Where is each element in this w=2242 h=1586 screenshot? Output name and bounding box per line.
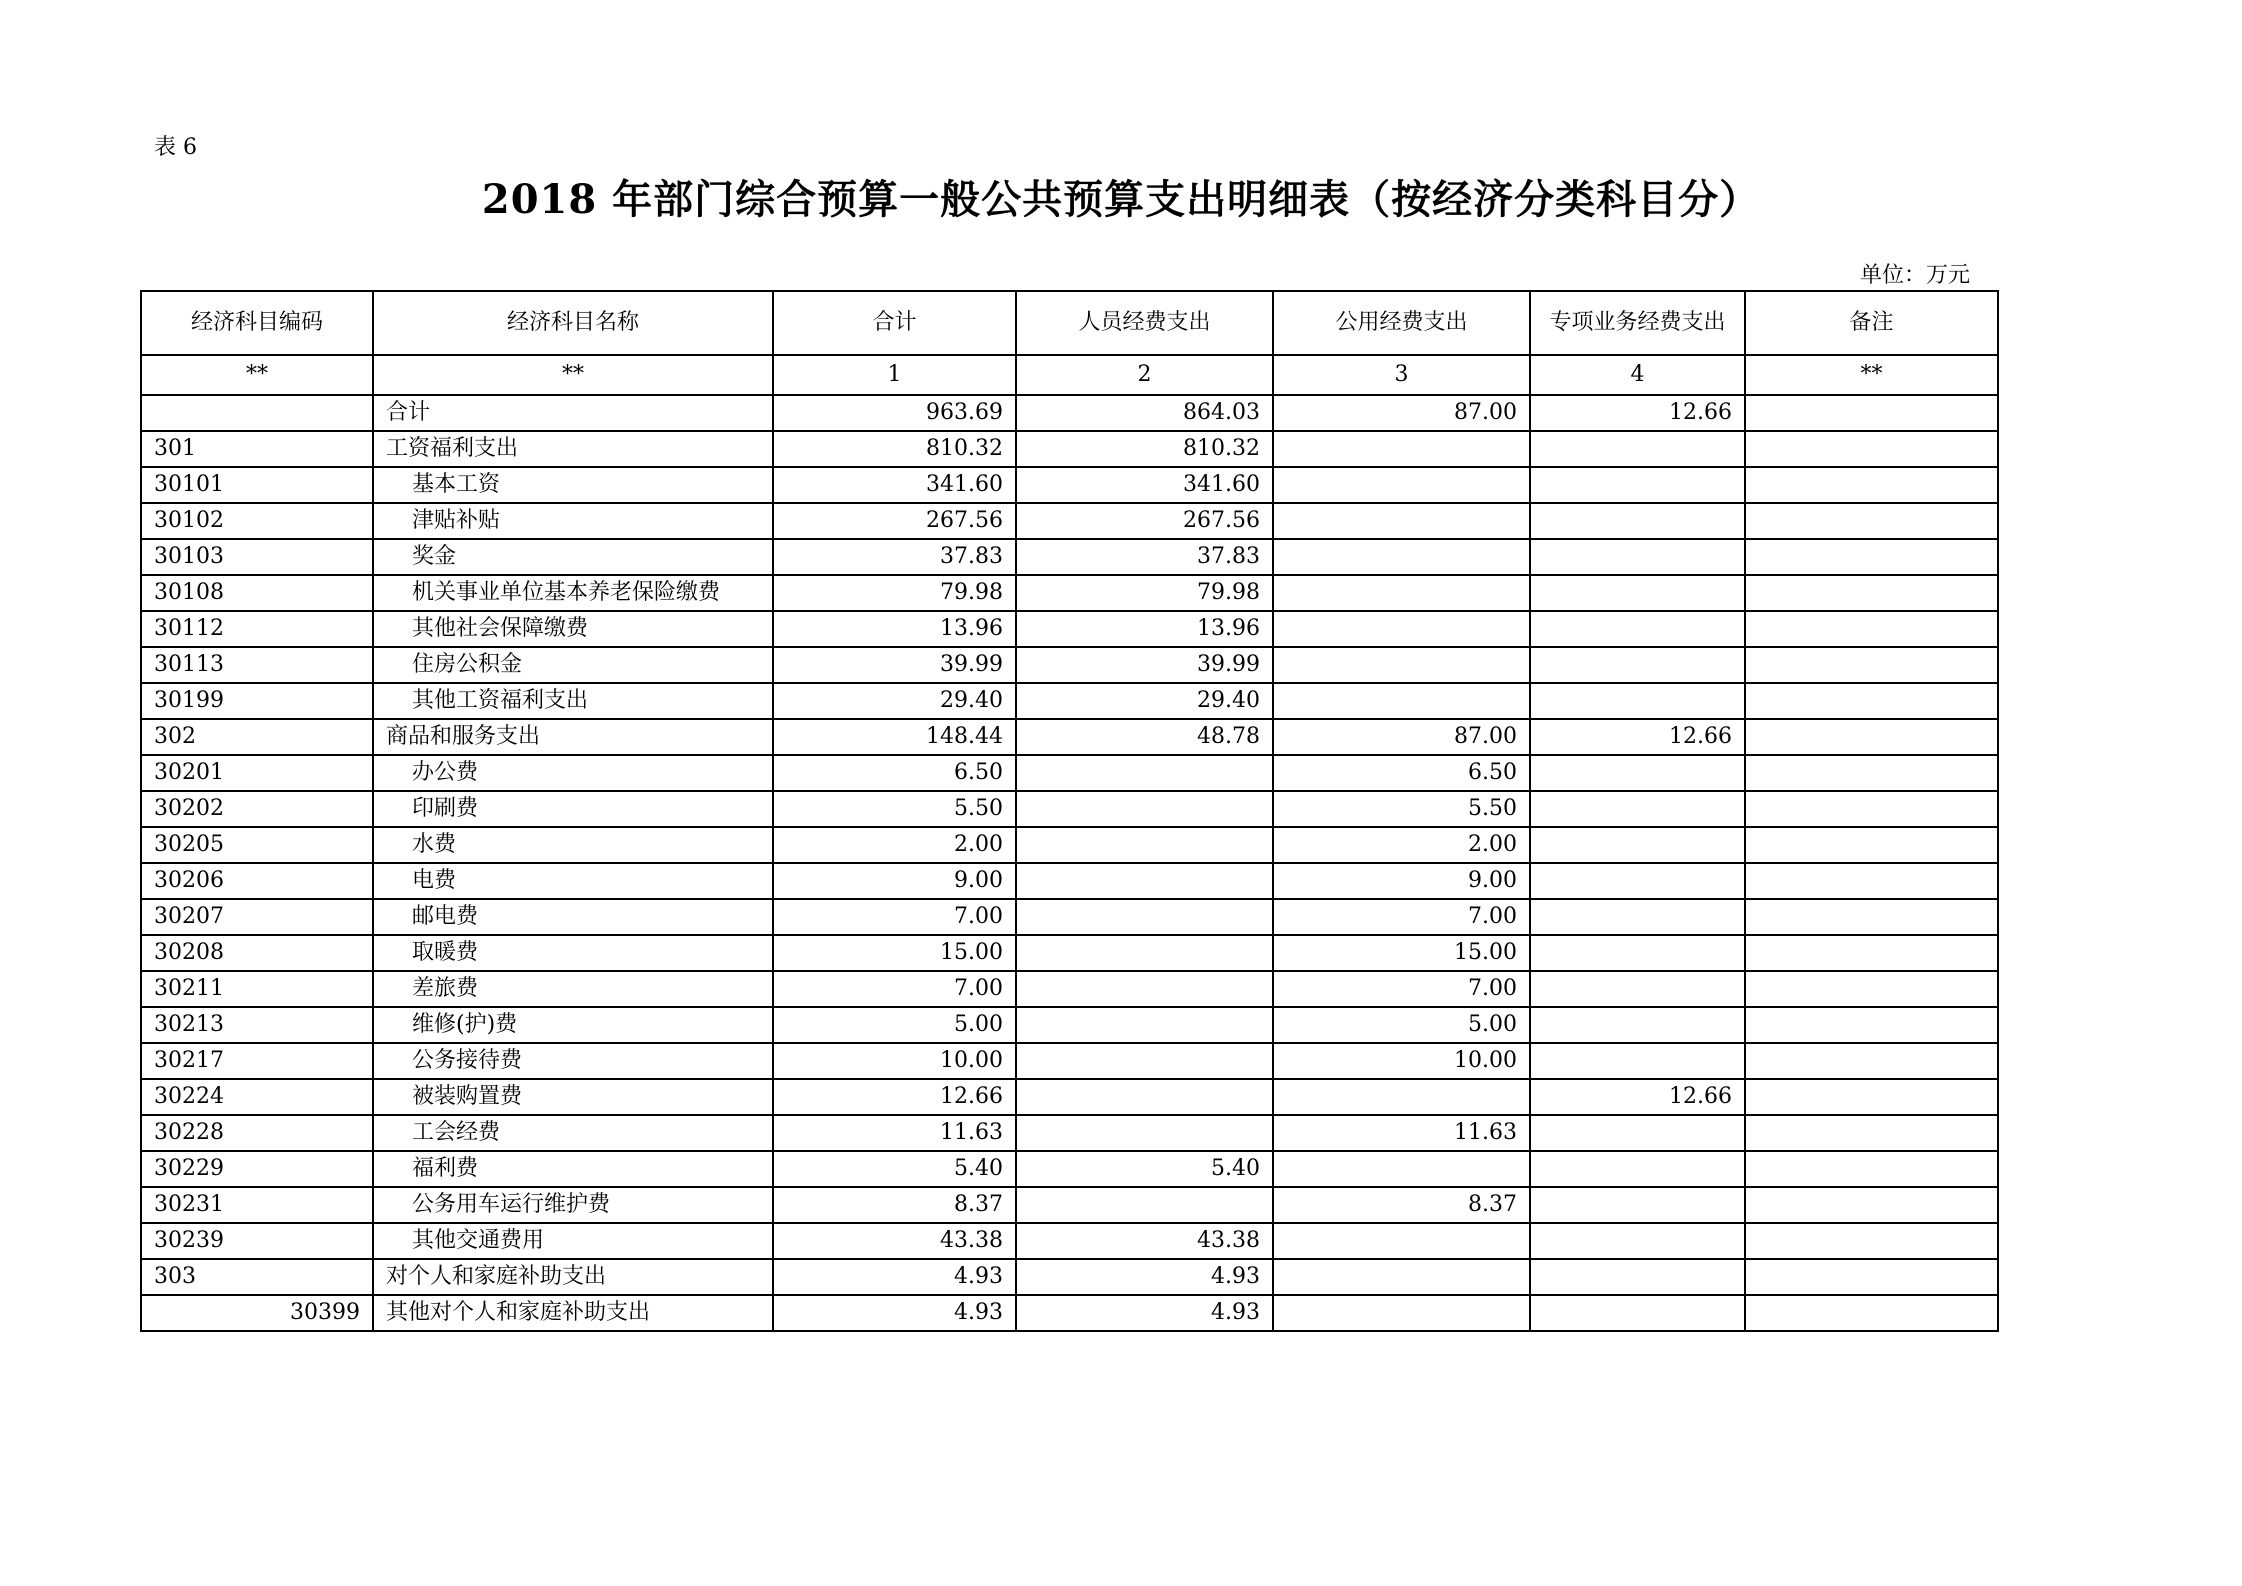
page-title: 2018 年部门综合预算一般公共预算支出明细表（按经济分类科目分） — [481, 176, 1761, 223]
cell-personnel: 43.38 — [1016, 1223, 1273, 1259]
table-row — [141, 755, 1998, 791]
cell-note — [1745, 539, 1998, 575]
cell-total: 148.44 — [773, 719, 1016, 755]
cell-name: 电费 — [373, 863, 773, 899]
cell-note — [1745, 395, 1998, 431]
cell-code: 302 — [141, 719, 373, 755]
cell-code: 30206 — [141, 863, 373, 899]
cell-public — [1273, 1079, 1530, 1115]
cell-public: 15.00 — [1273, 935, 1530, 971]
cell-total: 11.63 — [773, 1115, 1016, 1151]
cell-name: 差旅费 — [373, 971, 773, 1007]
cell-public: 5.00 — [1273, 1007, 1530, 1043]
cell-note — [1745, 575, 1998, 611]
cell-personnel: 341.60 — [1016, 467, 1273, 503]
header-cell-name: 经济科目名称 — [373, 291, 773, 355]
cell-code: 30231 — [141, 1187, 373, 1223]
cell-total: 7.00 — [773, 971, 1016, 1007]
cell-public — [1273, 1223, 1530, 1259]
cell-special — [1530, 503, 1745, 539]
cell-public — [1273, 1295, 1530, 1331]
cell-special: 12.66 — [1530, 719, 1745, 755]
cell-public — [1273, 467, 1530, 503]
table-row — [141, 395, 1998, 431]
cell-code: 30207 — [141, 899, 373, 935]
cell-special: 12.66 — [1530, 395, 1745, 431]
cell-name: 津贴补贴 — [373, 503, 773, 539]
cell-special: 12.66 — [1530, 1079, 1745, 1115]
header-cell-personnel: 人员经费支出 — [1016, 291, 1273, 355]
cell-code: 30202 — [141, 791, 373, 827]
cell-name: 其他交通费用 — [373, 1223, 773, 1259]
cell-personnel — [1016, 1187, 1273, 1223]
table-row — [141, 503, 1998, 539]
cell-personnel: 39.99 — [1016, 647, 1273, 683]
cell-total: 7.00 — [773, 899, 1016, 935]
table-row — [141, 467, 1998, 503]
cell-note — [1745, 431, 1998, 467]
cell-personnel — [1016, 863, 1273, 899]
cell-special — [1530, 575, 1745, 611]
header-cell-total: 合计 — [773, 291, 1016, 355]
cell-public — [1273, 539, 1530, 575]
cell-total: 15.00 — [773, 935, 1016, 971]
cell-personnel: 5.40 — [1016, 1151, 1273, 1187]
cell-total: 9.00 — [773, 863, 1016, 899]
index-cell: ** — [1745, 355, 1998, 395]
cell-public: 7.00 — [1273, 899, 1530, 935]
cell-personnel — [1016, 1115, 1273, 1151]
cell-personnel: 4.93 — [1016, 1259, 1273, 1295]
cell-name: 工会经费 — [373, 1115, 773, 1151]
cell-note — [1745, 899, 1998, 935]
cell-total: 43.38 — [773, 1223, 1016, 1259]
table-row — [141, 1079, 1998, 1115]
cell-note — [1745, 719, 1998, 755]
table-row — [141, 827, 1998, 863]
cell-code: 30102 — [141, 503, 373, 539]
cell-total: 37.83 — [773, 539, 1016, 575]
cell-note — [1745, 971, 1998, 1007]
table-row — [141, 431, 1998, 467]
cell-code: 30213 — [141, 1007, 373, 1043]
cell-code: 30112 — [141, 611, 373, 647]
cell-total: 13.96 — [773, 611, 1016, 647]
cell-special — [1530, 467, 1745, 503]
cell-code: 30201 — [141, 755, 373, 791]
header-cell-code: 经济科目编码 — [141, 291, 373, 355]
cell-special — [1530, 683, 1745, 719]
table-row — [141, 683, 1998, 719]
cell-public: 2.00 — [1273, 827, 1530, 863]
table-row — [141, 1007, 1998, 1043]
cell-name: 奖金 — [373, 539, 773, 575]
cell-special — [1530, 647, 1745, 683]
cell-code: 30239 — [141, 1223, 373, 1259]
header-cell-special: 专项业务经费支出 — [1530, 291, 1745, 355]
cell-total: 10.00 — [773, 1043, 1016, 1079]
cell-public: 87.00 — [1273, 719, 1530, 755]
cell-total: 963.69 — [773, 395, 1016, 431]
cell-special — [1530, 827, 1745, 863]
table-row — [141, 575, 1998, 611]
table-row — [141, 791, 1998, 827]
cell-special — [1530, 1187, 1745, 1223]
cell-name: 邮电费 — [373, 899, 773, 935]
cell-personnel: 79.98 — [1016, 575, 1273, 611]
cell-special — [1530, 935, 1745, 971]
cell-name: 其他社会保障缴费 — [373, 611, 773, 647]
index-cell: 1 — [773, 355, 1016, 395]
table-row — [141, 935, 1998, 971]
cell-code: 30103 — [141, 539, 373, 575]
cell-code: 30217 — [141, 1043, 373, 1079]
cell-code: 30399 — [141, 1295, 373, 1331]
cell-note — [1745, 1151, 1998, 1187]
index-cell: 3 — [1273, 355, 1530, 395]
cell-personnel: 4.93 — [1016, 1295, 1273, 1331]
table-row — [141, 1187, 1998, 1223]
cell-code — [141, 395, 373, 431]
cell-name: 水费 — [373, 827, 773, 863]
cell-name: 公务用车运行维护费 — [373, 1187, 773, 1223]
cell-personnel — [1016, 1007, 1273, 1043]
cell-note — [1745, 1259, 1998, 1295]
cell-total: 267.56 — [773, 503, 1016, 539]
cell-code: 30199 — [141, 683, 373, 719]
cell-name: 工资福利支出 — [373, 431, 773, 467]
header-cell-public: 公用经费支出 — [1273, 291, 1530, 355]
table-row — [141, 899, 1998, 935]
table-row — [141, 1295, 1998, 1331]
index-cell: 4 — [1530, 355, 1745, 395]
cell-personnel — [1016, 935, 1273, 971]
cell-name: 机关事业单位基本养老保险缴费 — [373, 575, 773, 611]
cell-note — [1745, 935, 1998, 971]
cell-note — [1745, 827, 1998, 863]
cell-name: 其他对个人和家庭补助支出 — [373, 1295, 773, 1331]
cell-name: 住房公积金 — [373, 647, 773, 683]
budget-table — [140, 290, 1999, 1332]
cell-code: 30113 — [141, 647, 373, 683]
cell-public: 11.63 — [1273, 1115, 1530, 1151]
cell-name: 其他工资福利支出 — [373, 683, 773, 719]
cell-public: 7.00 — [1273, 971, 1530, 1007]
cell-special — [1530, 611, 1745, 647]
cell-personnel: 13.96 — [1016, 611, 1273, 647]
cell-public: 8.37 — [1273, 1187, 1530, 1223]
cell-name: 办公费 — [373, 755, 773, 791]
table-row — [141, 1223, 1998, 1259]
cell-special — [1530, 791, 1745, 827]
cell-personnel — [1016, 971, 1273, 1007]
table-row — [141, 1115, 1998, 1151]
cell-note — [1745, 1043, 1998, 1079]
cell-total: 12.66 — [773, 1079, 1016, 1115]
cell-personnel: 267.56 — [1016, 503, 1273, 539]
cell-code: 30108 — [141, 575, 373, 611]
cell-public — [1273, 1259, 1530, 1295]
cell-special — [1530, 1295, 1745, 1331]
cell-public — [1273, 611, 1530, 647]
cell-total: 341.60 — [773, 467, 1016, 503]
cell-code: 30205 — [141, 827, 373, 863]
cell-personnel: 864.03 — [1016, 395, 1273, 431]
table-label: 表 6 — [154, 135, 197, 160]
cell-public — [1273, 431, 1530, 467]
cell-code: 30228 — [141, 1115, 373, 1151]
cell-total: 6.50 — [773, 755, 1016, 791]
cell-code: 303 — [141, 1259, 373, 1295]
header-cell-note: 备注 — [1745, 291, 1998, 355]
cell-total: 4.93 — [773, 1259, 1016, 1295]
cell-special — [1530, 899, 1745, 935]
header-row — [141, 291, 1998, 355]
cell-special — [1530, 971, 1745, 1007]
cell-note — [1745, 791, 1998, 827]
cell-name: 基本工资 — [373, 467, 773, 503]
table-row — [141, 539, 1998, 575]
cell-special — [1530, 1259, 1745, 1295]
cell-code: 30229 — [141, 1151, 373, 1187]
cell-code: 30224 — [141, 1079, 373, 1115]
cell-public — [1273, 683, 1530, 719]
cell-special — [1530, 1223, 1745, 1259]
cell-total: 5.50 — [773, 791, 1016, 827]
cell-public — [1273, 503, 1530, 539]
cell-name: 被装购置费 — [373, 1079, 773, 1115]
cell-name: 福利费 — [373, 1151, 773, 1187]
cell-special — [1530, 1043, 1745, 1079]
cell-code: 30208 — [141, 935, 373, 971]
cell-personnel: 810.32 — [1016, 431, 1273, 467]
cell-public: 9.00 — [1273, 863, 1530, 899]
cell-personnel — [1016, 827, 1273, 863]
cell-note — [1745, 611, 1998, 647]
cell-personnel — [1016, 791, 1273, 827]
cell-total: 2.00 — [773, 827, 1016, 863]
cell-note — [1745, 863, 1998, 899]
cell-code: 30211 — [141, 971, 373, 1007]
cell-note — [1745, 683, 1998, 719]
index-cell: ** — [141, 355, 373, 395]
cell-special — [1530, 1007, 1745, 1043]
cell-total: 8.37 — [773, 1187, 1016, 1223]
cell-note — [1745, 467, 1998, 503]
index-cell: ** — [373, 355, 773, 395]
cell-special — [1530, 431, 1745, 467]
cell-name: 维修(护)费 — [373, 1007, 773, 1043]
unit-note: 单位：万元 — [1860, 263, 1971, 288]
cell-personnel — [1016, 755, 1273, 791]
cell-personnel: 37.83 — [1016, 539, 1273, 575]
cell-public: 10.00 — [1273, 1043, 1530, 1079]
index-row — [141, 355, 1998, 395]
cell-name: 合计 — [373, 395, 773, 431]
cell-personnel: 29.40 — [1016, 683, 1273, 719]
cell-total: 79.98 — [773, 575, 1016, 611]
cell-special — [1530, 1151, 1745, 1187]
cell-public — [1273, 1151, 1530, 1187]
cell-note — [1745, 1007, 1998, 1043]
cell-note — [1745, 1223, 1998, 1259]
cell-public: 6.50 — [1273, 755, 1530, 791]
cell-public: 5.50 — [1273, 791, 1530, 827]
table-row — [141, 971, 1998, 1007]
cell-total: 39.99 — [773, 647, 1016, 683]
cell-personnel — [1016, 1079, 1273, 1115]
cell-public: 87.00 — [1273, 395, 1530, 431]
cell-note — [1745, 1187, 1998, 1223]
cell-name: 对个人和家庭补助支出 — [373, 1259, 773, 1295]
cell-personnel — [1016, 1043, 1273, 1079]
cell-code: 301 — [141, 431, 373, 467]
table-row — [141, 611, 1998, 647]
cell-name: 公务接待费 — [373, 1043, 773, 1079]
cell-note — [1745, 647, 1998, 683]
cell-public — [1273, 647, 1530, 683]
cell-note — [1745, 755, 1998, 791]
cell-total: 4.93 — [773, 1295, 1016, 1331]
cell-total: 29.40 — [773, 683, 1016, 719]
cell-special — [1530, 755, 1745, 791]
cell-special — [1530, 1115, 1745, 1151]
cell-note — [1745, 1295, 1998, 1331]
cell-name: 取暖费 — [373, 935, 773, 971]
table-row — [141, 719, 1998, 755]
table-row — [141, 863, 1998, 899]
cell-special — [1530, 863, 1745, 899]
cell-name: 商品和服务支出 — [373, 719, 773, 755]
table-row — [141, 1259, 1998, 1295]
cell-public — [1273, 575, 1530, 611]
index-cell: 2 — [1016, 355, 1273, 395]
cell-note — [1745, 1115, 1998, 1151]
cell-name: 印刷费 — [373, 791, 773, 827]
table-row — [141, 1151, 1998, 1187]
cell-total: 5.00 — [773, 1007, 1016, 1043]
cell-total: 5.40 — [773, 1151, 1016, 1187]
table-row — [141, 647, 1998, 683]
cell-special — [1530, 539, 1745, 575]
cell-total: 810.32 — [773, 431, 1016, 467]
cell-personnel — [1016, 899, 1273, 935]
cell-note — [1745, 503, 1998, 539]
cell-code: 30101 — [141, 467, 373, 503]
table-row — [141, 1043, 1998, 1079]
cell-note — [1745, 1079, 1998, 1115]
cell-personnel: 48.78 — [1016, 719, 1273, 755]
